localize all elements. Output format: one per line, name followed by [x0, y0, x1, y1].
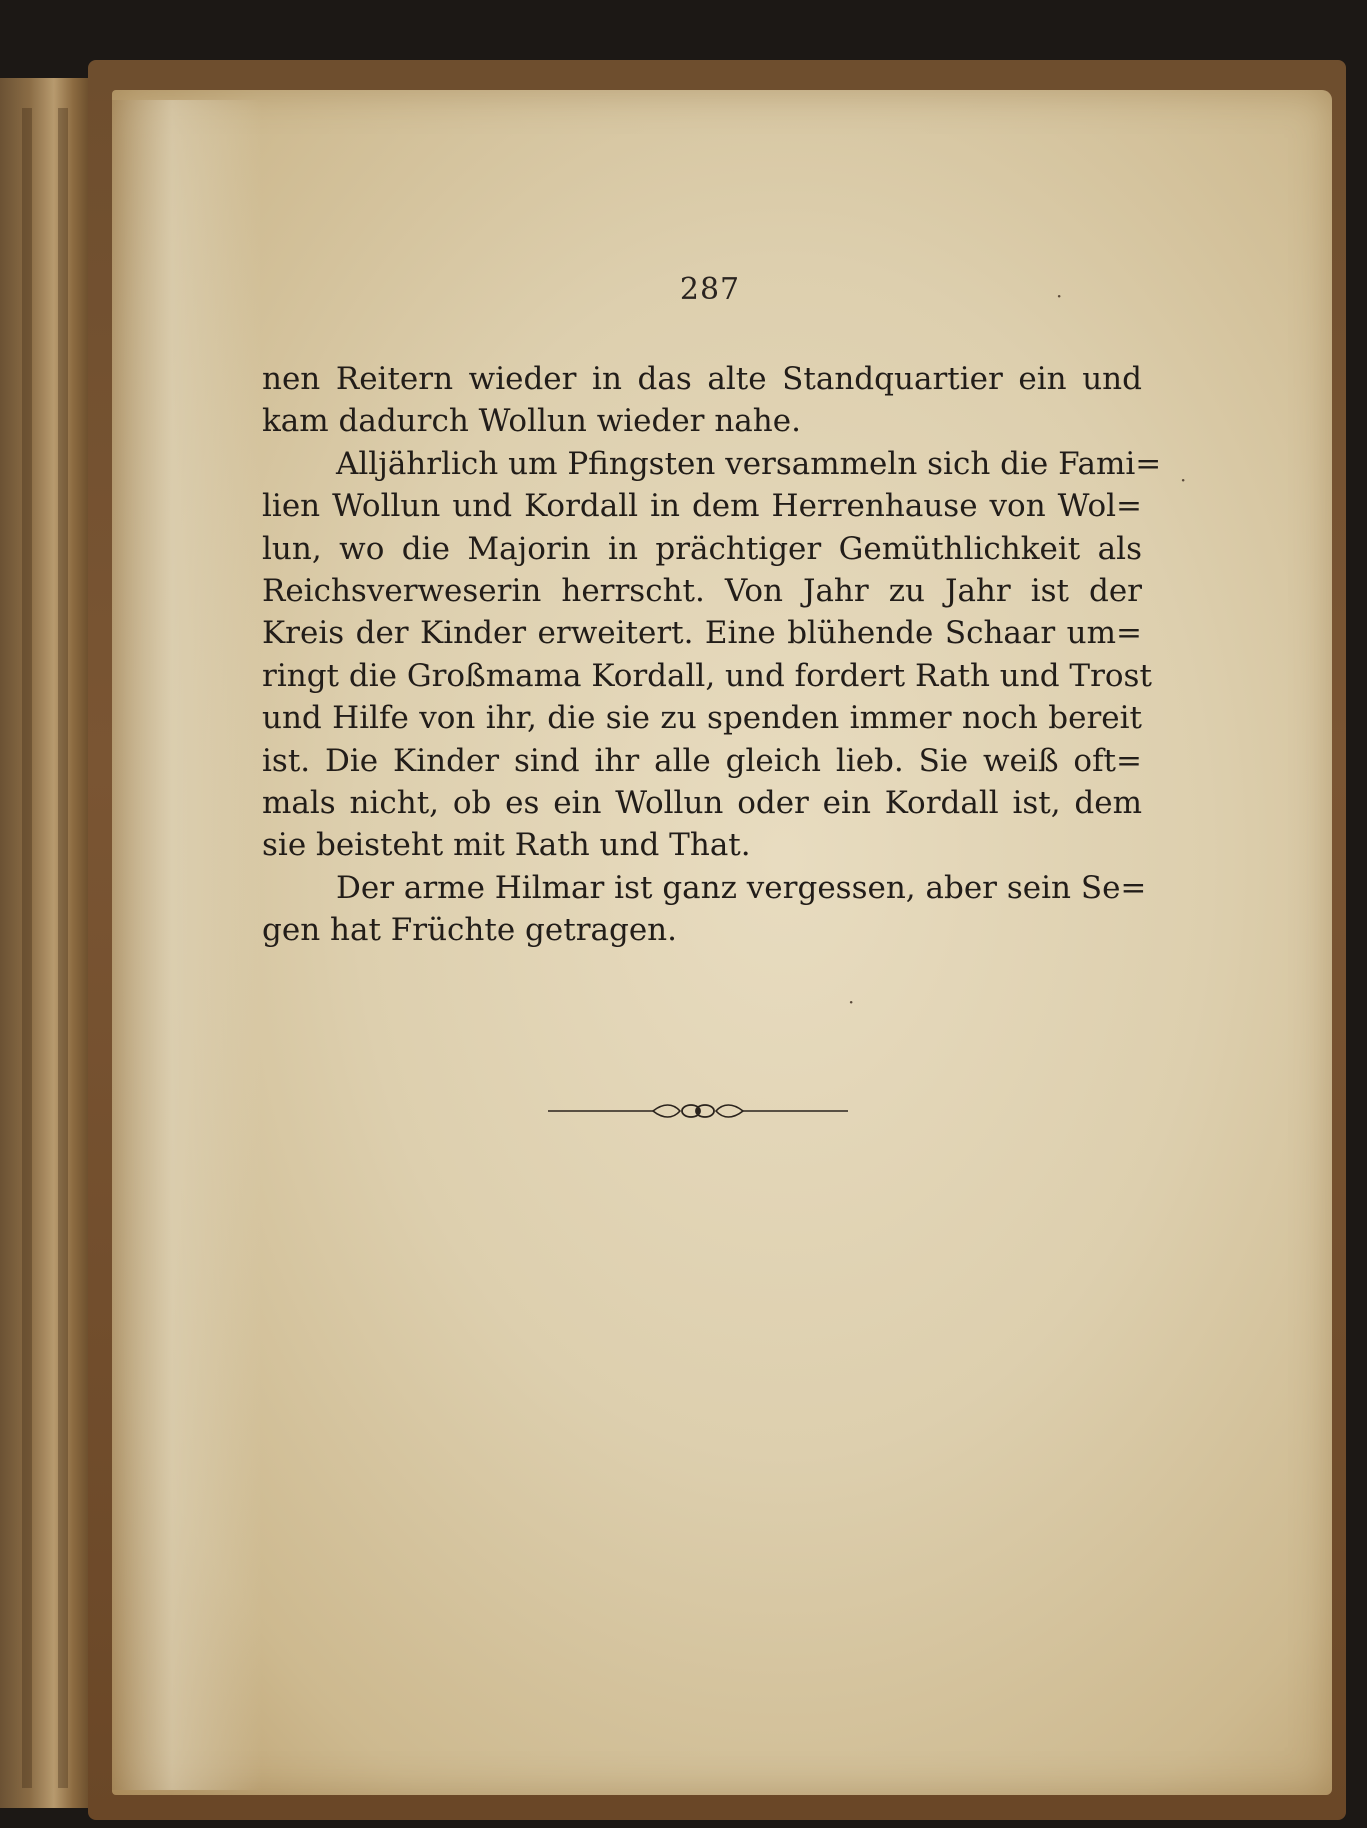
text-line: ist. Die Kinder sind ihr alle gleich lieb. Sie weiß oft= [262, 742, 1142, 779]
stray-dot-mark: · [848, 990, 855, 1014]
ornament-leaf-left [653, 1105, 680, 1117]
text-line: kam dadurch Wollun wieder nahe. [262, 403, 801, 440]
text-line: und Hilfe von ihr, die sie zu spenden immer noch bereit [262, 700, 1142, 737]
book-spine-edge [0, 78, 98, 1808]
text-line: sie beisteht mit Rath und That. [262, 827, 751, 864]
text-line: Kreis der Kinder erweitert. Eine blühende Schaar um= [262, 615, 1142, 652]
ornament-center-dot [696, 1109, 701, 1114]
text-line: gen hat Früchte getragen. [262, 912, 678, 949]
text-line: Alljährlich um Pfingsten versammeln sich die Fami= [336, 445, 1162, 482]
text-line: Reichsverweserin herrscht. Von Jahr zu Jahr ist der [262, 572, 1142, 609]
text-line: mals nicht, ob es ein Wollun oder ein Kordall ist, dem [262, 784, 1142, 821]
gutter-fold [112, 100, 262, 1790]
text-line: Der arme Hilmar ist ganz vergessen, aber sein Se= [336, 869, 1147, 906]
spine-stripe [22, 108, 32, 1788]
body-text [262, 358, 1162, 951]
page-number: 287 [679, 272, 741, 307]
end-ornament [548, 1098, 848, 1124]
text-line: lun, wo die Majorin in prächtiger Gemüthlichkeit als [262, 530, 1142, 567]
spine-stripe [58, 108, 68, 1788]
text-line: lien Wollun und Kordall in dem Herrenhause von Wol= [262, 488, 1142, 525]
text-line: ringt die Großmama Kordall, und fordert Rath und Trost [262, 657, 1152, 694]
text-line: nen Reitern wieder in das alte Standquartier ein und [262, 361, 1142, 397]
stray-dot-mark: · [1056, 284, 1063, 308]
stray-dot-mark: · [1180, 468, 1187, 492]
ornament-leaf-right [716, 1105, 743, 1117]
